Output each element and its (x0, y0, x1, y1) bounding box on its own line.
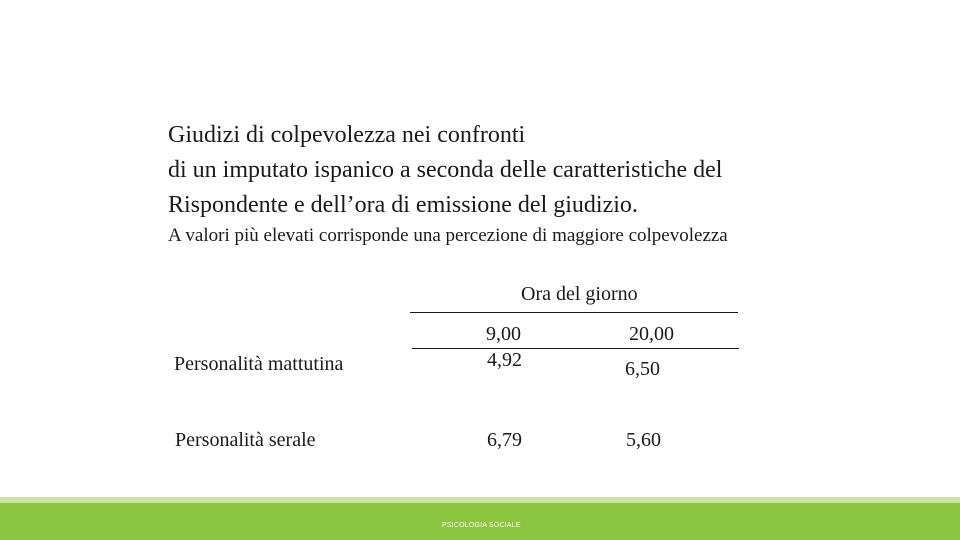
column-header-evening: 20,00 (629, 323, 674, 345)
column-header-morning: 9,00 (486, 323, 521, 345)
cell-evening-20: 5,60 (626, 429, 661, 451)
row-label-evening-personality: Personalità serale (175, 429, 316, 451)
title-line-2: di un imputato ispanico a seconda delle caratteristiche del (168, 157, 723, 183)
table-header: Ora del giorno (521, 283, 638, 305)
cell-morning-9: 4,92 (487, 349, 522, 371)
slide-title (168, 118, 868, 223)
title-line-3: Rispondente e dell’ora di emissione del giudizio. (168, 192, 638, 218)
slide-subtitle: A valori più elevati corrisponde una percezione di maggiore colpevolezza (168, 225, 728, 246)
footer-bar (0, 497, 960, 540)
table-header-rule (412, 348, 739, 349)
cell-evening-9: 6,79 (487, 429, 522, 451)
footer-course-label: PSICOLOGIA SOCIALE (442, 522, 521, 529)
cell-morning-20: 6,50 (625, 358, 660, 380)
title-line-1: Giudizi di colpevolezza nei confronti (168, 122, 526, 148)
table-top-rule (410, 312, 738, 313)
row-label-morning-personality: Personalità mattutina (174, 353, 344, 375)
